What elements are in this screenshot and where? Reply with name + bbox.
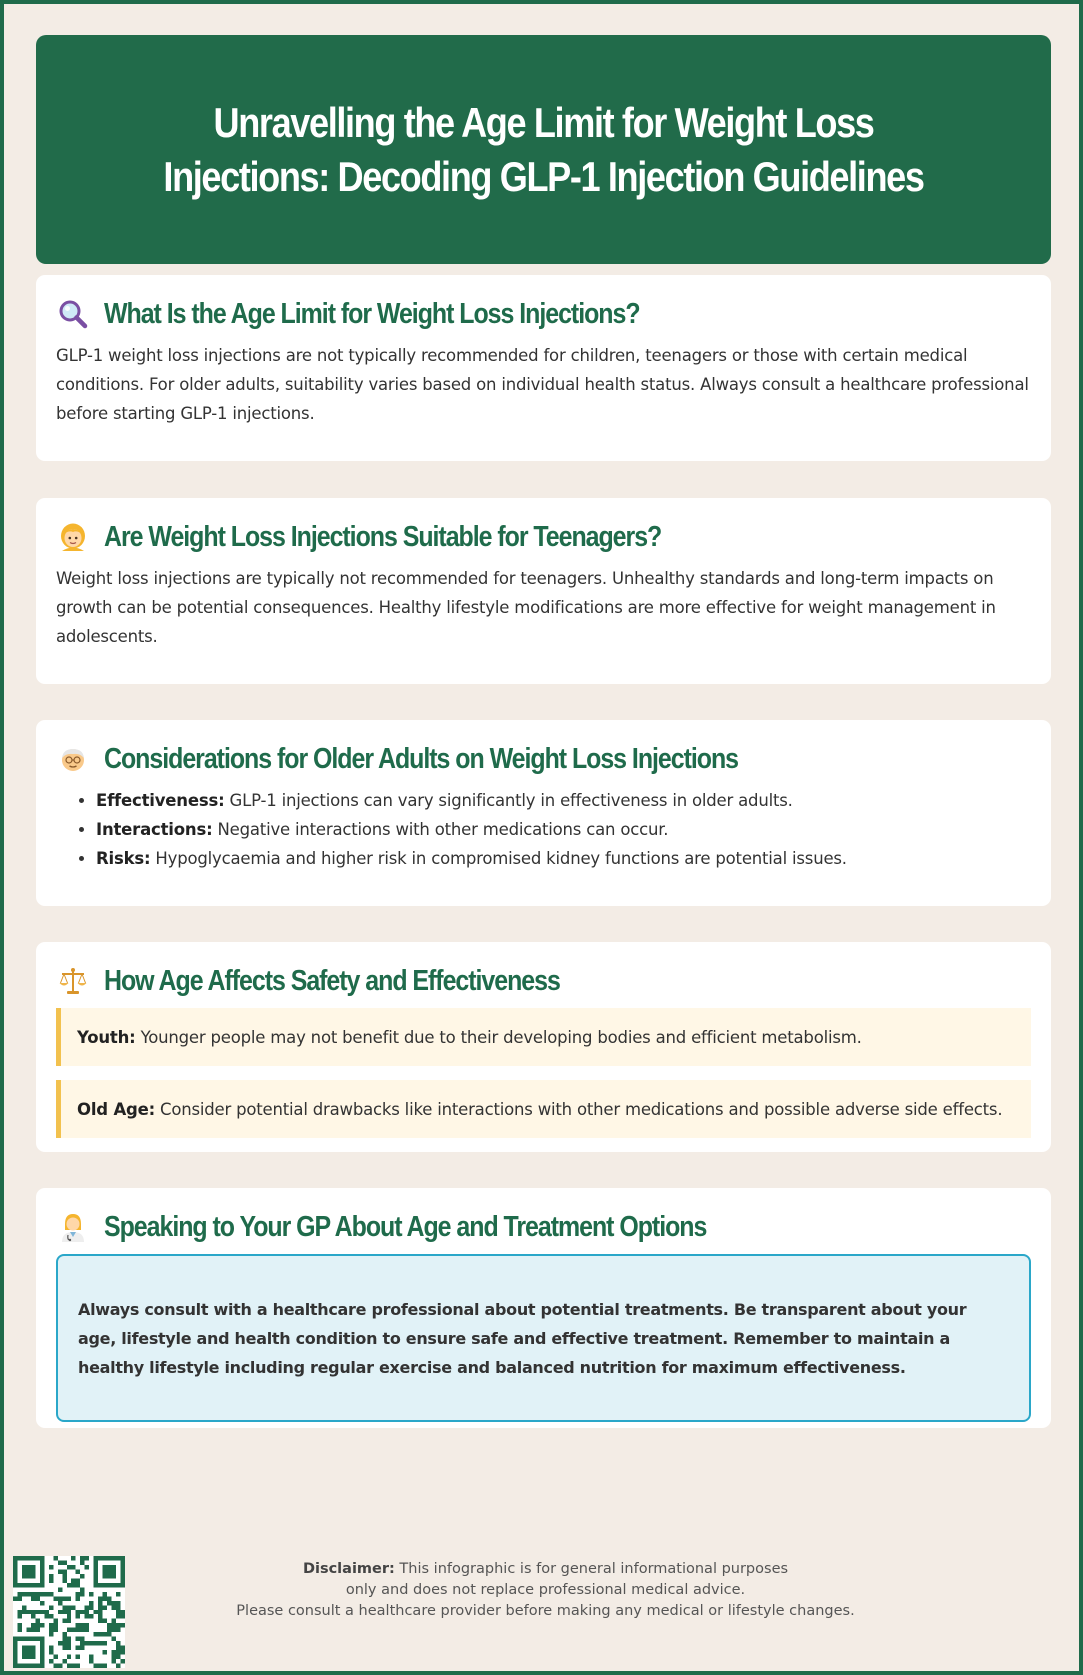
list-item: • Risks: Hypoglycaemia and higher risk in compromised kidney functions are potential issues. xyxy=(96,844,1031,873)
balance-scale-icon xyxy=(56,964,90,998)
section-header xyxy=(56,1208,1031,1246)
list-item: • Interactions: Negative interactions with other medications can occur. xyxy=(96,815,1031,844)
header-banner xyxy=(36,35,1051,264)
section-age-limit xyxy=(36,275,1051,461)
gp-advice-text: Always consult with a healthcare professional about potential treatments. Be transparent about your age, lifestyle and health condition to ensure safe and effective treatment. Remember to maintain a healthy lifestyle including regular exercise and balanced nutrition for maximum effectiveness. xyxy=(78,1299,967,1377)
section-title: Are Weight Loss Injections Suitable for Teenagers? xyxy=(104,520,662,553)
section-text: Weight loss injections are typically not recommended for teenagers. Unhealthy standards and long-term impacts on growth can be potential consequences. Healthy lifestyle modifications are more effective for weight management in adolescents. xyxy=(56,569,996,646)
section-speaking-to-gp xyxy=(36,1188,1051,1428)
page-title: Unravelling the Age Limit for Weight Loss Injections: Decoding GLP-1 Injection Guidelines xyxy=(163,98,924,200)
old-age-callout: Old Age: Consider potential drawbacks like interactions with other medications and possible adverse side effects. xyxy=(56,1080,1031,1138)
list-item: • Effectiveness: GLP-1 injections can vary significantly in effectiveness in older adults. xyxy=(96,786,1031,815)
section-header xyxy=(56,518,1031,556)
section-header xyxy=(56,740,1031,778)
qr-code-icon[interactable] xyxy=(13,1556,125,1668)
magnifying-glass-icon xyxy=(56,297,90,331)
section-older-adults xyxy=(36,720,1051,906)
gp-advice-box xyxy=(56,1254,1031,1422)
section-safety-effectiveness xyxy=(36,942,1051,1152)
section-title: How Age Affects Safety and Effectiveness xyxy=(104,964,560,997)
section-header xyxy=(56,295,1031,333)
section-title: What Is the Age Limit for Weight Loss Injections? xyxy=(104,297,640,330)
considerations-list xyxy=(56,786,1031,873)
teenager-icon xyxy=(56,520,90,554)
section-teenagers xyxy=(36,498,1051,684)
youth-callout: Youth: Younger people may not benefit due to their developing bodies and efficient metabolism. xyxy=(56,1008,1031,1066)
disclaimer-label: Disclaimer: xyxy=(302,1561,395,1577)
section-title: Considerations for Older Adults on Weight Loss Injections xyxy=(104,742,739,775)
section-title: Speaking to Your GP About Age and Treatment Options xyxy=(104,1210,707,1243)
section-header xyxy=(56,962,1031,1000)
section-text: GLP-1 weight loss injections are not typically recommended for children, teenagers or those with certain medical conditions. For older adults, suitability varies based on individual health status. Always consult a healthcare professional before starting GLP-1 injections. xyxy=(56,346,1029,423)
doctor-icon xyxy=(56,1210,90,1244)
disclaimer: Disclaimer: This infographic is for general informational purposes only and does not replace professional medical advice. Please consult a healthcare provider before making any medical or lifestyle changes. xyxy=(236,1561,855,1619)
older-adult-icon xyxy=(56,742,90,776)
